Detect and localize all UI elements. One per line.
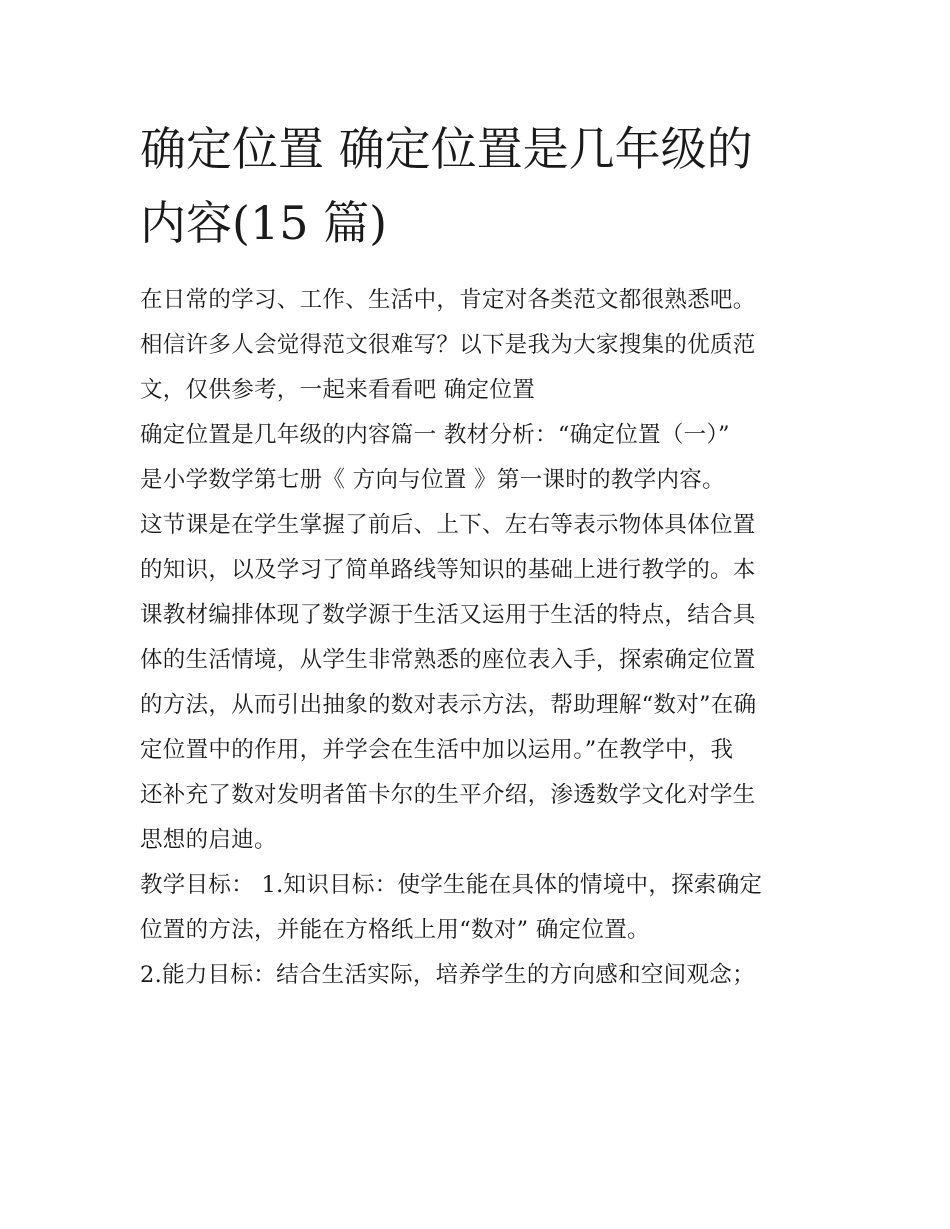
text-line: 课教材编排体现了数学源于生活又运用于生活的特点，结合具 (140, 602, 756, 628)
text-line: 这节课是在学生掌握了前后、上下、左右等表示物体具体位置 (140, 512, 756, 538)
text-line: 文，仅供参考，一起来看看吧 确定位置 (140, 377, 536, 403)
text-line: 定位置中的作用，并学会在生活中加以运用。”在教学中，我 (140, 737, 734, 763)
paragraph-objectives (140, 863, 820, 953)
paragraph-analysis (140, 503, 820, 863)
text-line: 思想的启迪。 (140, 827, 277, 853)
text-line: 在日常的学习、工作、生活中，肯定对各类范文都很熟悉吧。 (140, 287, 756, 313)
text-line: 的方法，从而引出抽象的数对表示方法，帮助理解“数对”在确 (140, 692, 757, 718)
text-line: 相信许多人会觉得范文很难写？以下是我为大家搜集的优质范 (140, 332, 756, 358)
title-line: 内容(15 篇) (140, 196, 388, 250)
text-line: 确定位置是几年级的内容篇一 教材分析：“确定位置（一）” (140, 422, 730, 448)
document-body (140, 278, 820, 998)
paragraph-ability (140, 953, 820, 998)
text-line: 教学目标： 1.知识目标：使学生能在具体的情境中，探索确定 (140, 872, 763, 898)
text-line: 2.能力目标：结合生活实际，培养学生的方向感和空间观念； (140, 962, 755, 988)
document-title (140, 112, 820, 260)
text-line: 是小学数学第七册《 方向与位置 》第一课时的教学内容。 (140, 467, 725, 493)
paragraph-section-one (140, 413, 820, 503)
paragraph-intro (140, 278, 820, 413)
text-line: 还补充了数对发明者笛卡尔的生平介绍，渗透数学文化对学生 (140, 782, 756, 808)
title-line: 确定位置 确定位置是几年级的 (140, 122, 753, 176)
text-line: 的知识，以及学习了简单路线等知识的基础上进行教学的。本 (140, 557, 756, 583)
text-line: 体的生活情境，从学生非常熟悉的座位表入手，探索确定位置 (140, 647, 756, 673)
text-line: 位置的方法，并能在方格纸上用“数对” 确定位置。 (140, 917, 650, 943)
